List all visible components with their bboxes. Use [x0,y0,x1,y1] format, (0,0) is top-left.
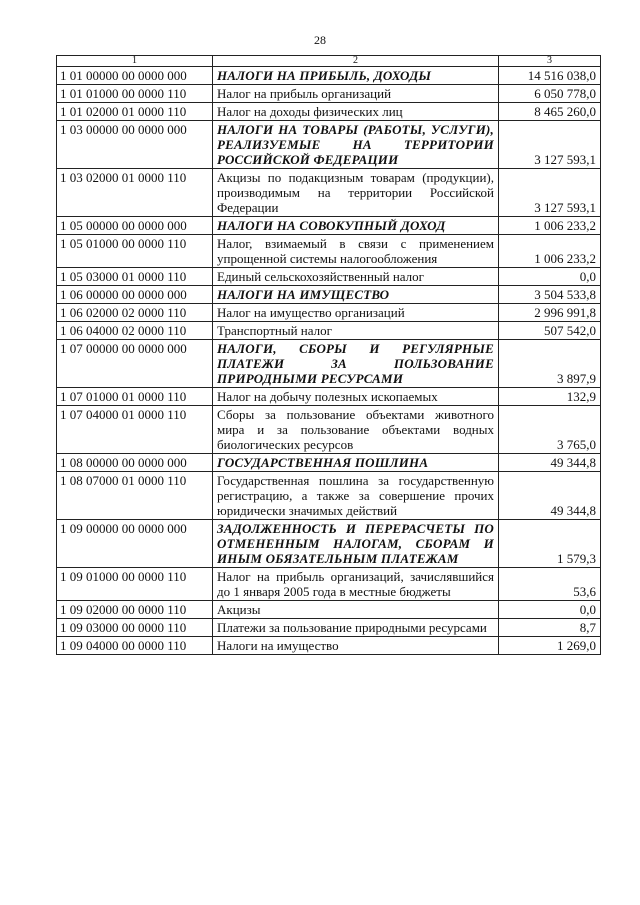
table-row [57,268,601,286]
column-number-2: 2 [213,56,499,67]
budget-code-cell: 1 09 00000 00 0000 000 [57,520,213,568]
budget-revenue-table [56,55,601,655]
budget-code-cell: 1 05 03000 01 0000 110 [57,268,213,286]
budget-code-cell: 1 03 02000 01 0000 110 [57,169,213,217]
table-row-section [57,340,601,388]
table-row-section [57,67,601,85]
column-number-row [57,56,601,67]
revenue-name-cell: НАЛОГИ НА ТОВАРЫ (РАБОТЫ, УСЛУГИ), РЕАЛИЗУЕМЫЕ НА ТЕРРИТОРИИ РОССИЙСКОЙ ФЕДЕРАЦИИ [213,121,499,169]
revenue-name-cell: НАЛОГИ, СБОРЫ И РЕГУЛЯРНЫЕ ПЛАТЕЖИ ЗА ПОЛЬЗОВАНИЕ ПРИРОДНЫМИ РЕСУРСАМИ [213,340,499,388]
table-row [57,235,601,268]
budget-code-cell: 1 09 04000 00 0000 110 [57,637,213,655]
budget-code-cell: 1 01 01000 00 0000 110 [57,85,213,103]
budget-code-cell: 1 05 01000 00 0000 110 [57,235,213,268]
amount-cell: 3 504 533,8 [499,286,601,304]
amount-cell: 1 006 233,2 [499,235,601,268]
budget-code-cell: 1 05 00000 00 0000 000 [57,217,213,235]
amount-cell: 6 050 778,0 [499,85,601,103]
amount-cell: 49 344,8 [499,454,601,472]
table-row [57,103,601,121]
revenue-name-cell: НАЛОГИ НА СОВОКУПНЫЙ ДОХОД [213,217,499,235]
budget-code-cell: 1 09 01000 00 0000 110 [57,568,213,601]
amount-cell: 49 344,8 [499,472,601,520]
revenue-name-cell: Налог на добычу полезных ископаемых [213,388,499,406]
amount-cell: 53,6 [499,568,601,601]
table-row-section [57,217,601,235]
amount-cell: 8,7 [499,619,601,637]
table-row [57,568,601,601]
amount-cell: 3 897,9 [499,340,601,388]
budget-code-cell: 1 09 02000 00 0000 110 [57,601,213,619]
table-row [57,619,601,637]
revenue-name-cell: Налог на прибыль организаций [213,85,499,103]
table-row-section [57,286,601,304]
amount-cell: 0,0 [499,601,601,619]
revenue-name-cell: Налог на доходы физических лиц [213,103,499,121]
amount-cell: 8 465 260,0 [499,103,601,121]
revenue-name-cell: Платежи за пользование природными ресурсами [213,619,499,637]
column-number-1: 1 [57,56,213,67]
revenue-name-cell: ЗАДОЛЖЕННОСТЬ И ПЕРЕРАСЧЕТЫ ПО ОТМЕНЕННЫМ НАЛОГАМ, СБОРАМ И ИНЫМ ОБЯЗАТЕЛЬНЫМ ПЛАТЕЖАМ [213,520,499,568]
revenue-name-cell: НАЛОГИ НА ПРИБЫЛЬ, ДОХОДЫ [213,67,499,85]
budget-code-cell: 1 03 00000 00 0000 000 [57,121,213,169]
amount-cell: 14 516 038,0 [499,67,601,85]
table-row [57,472,601,520]
revenue-name-cell: НАЛОГИ НА ИМУЩЕСТВО [213,286,499,304]
table-row-section [57,454,601,472]
revenue-name-cell: Единый сельскохозяйственный налог [213,268,499,286]
budget-code-cell: 1 01 02000 01 0000 110 [57,103,213,121]
table-row-section [57,520,601,568]
table-row [57,322,601,340]
budget-code-cell: 1 08 00000 00 0000 000 [57,454,213,472]
revenue-name-cell: ГОСУДАРСТВЕННАЯ ПОШЛИНА [213,454,499,472]
amount-cell: 3 127 593,1 [499,121,601,169]
page-number: 28 [314,33,326,47]
revenue-name-cell: Налоги на имущество [213,637,499,655]
table-row [57,85,601,103]
revenue-name-cell: Акцизы по подакцизным товарам (продукции), производимым на территории Российской Федерации [213,169,499,217]
table-row [57,304,601,322]
column-number-3: 3 [499,56,601,67]
revenue-name-cell: Налог на имущество организаций [213,304,499,322]
revenue-name-cell: Государственная пошлина за государственную регистрацию, а также за совершение прочих юридически значимых действий [213,472,499,520]
budget-code-cell: 1 07 00000 00 0000 000 [57,340,213,388]
amount-cell: 1 269,0 [499,637,601,655]
revenue-name-cell: Транспортный налог [213,322,499,340]
amount-cell: 2 996 991,8 [499,304,601,322]
budget-code-cell: 1 06 02000 02 0000 110 [57,304,213,322]
amount-cell: 1 579,3 [499,520,601,568]
revenue-name-cell: Налог на прибыль организаций, зачислявшийся до 1 января 2005 года в местные бюджеты [213,568,499,601]
amount-cell: 3 765,0 [499,406,601,454]
table-row [57,637,601,655]
table-row [57,388,601,406]
table-row [57,406,601,454]
table-body [57,67,601,655]
amount-cell: 0,0 [499,268,601,286]
revenue-name-cell: Акцизы [213,601,499,619]
budget-code-cell: 1 08 07000 01 0000 110 [57,472,213,520]
budget-code-cell: 1 07 04000 01 0000 110 [57,406,213,454]
amount-cell: 3 127 593,1 [499,169,601,217]
budget-code-cell: 1 09 03000 00 0000 110 [57,619,213,637]
revenue-name-cell: Сборы за пользование объектами животного мира и за пользование объектами водных биологических ресурсов [213,406,499,454]
revenue-name-cell: Налог, взимаемый в связи с применением упрощенной системы налогообложения [213,235,499,268]
amount-cell: 507 542,0 [499,322,601,340]
budget-code-cell: 1 07 01000 01 0000 110 [57,388,213,406]
table-row [57,169,601,217]
budget-code-cell: 1 06 00000 00 0000 000 [57,286,213,304]
budget-code-cell: 1 01 00000 00 0000 000 [57,67,213,85]
budget-code-cell: 1 06 04000 02 0000 110 [57,322,213,340]
table-row [57,601,601,619]
amount-cell: 132,9 [499,388,601,406]
amount-cell: 1 006 233,2 [499,217,601,235]
table-row-section [57,121,601,169]
